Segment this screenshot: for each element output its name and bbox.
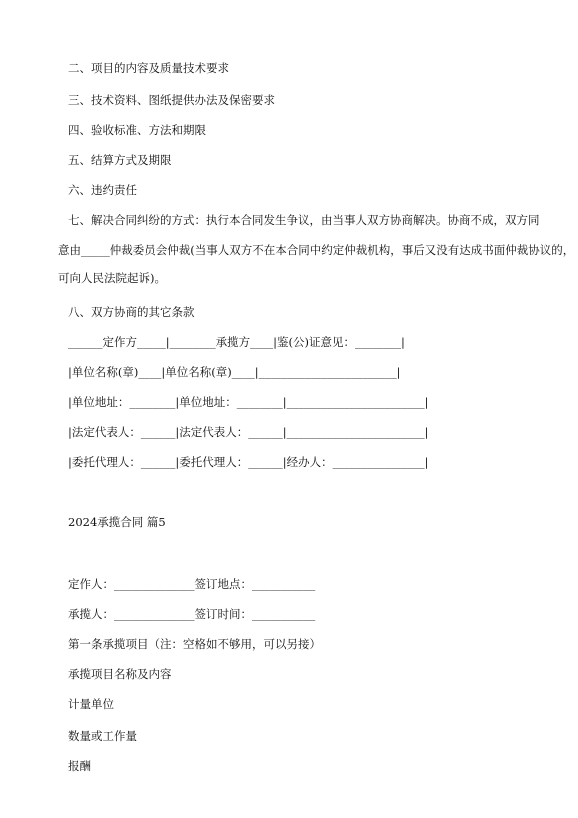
section-8-heading: 八、双方协商的其它条款 — [68, 305, 195, 319]
section-4-heading: 四、验收标准、方法和期限 — [68, 123, 206, 137]
signature-table-header: ______定作方_____|________承揽方____|鉴(公)证意见：________| — [68, 335, 405, 349]
signature-table-row-name: |单位名称(章)____|单位名称(章)____|________________________| — [68, 365, 401, 379]
signature-table-row-agent: |委托代理人：______|委托代理人：______|经办人：________________| — [68, 455, 429, 469]
section-3-heading: 三、技术资料、图纸提供办法及保密要求 — [68, 93, 275, 107]
section-7-paragraph-line-2: 意由_____仲裁委员会仲裁(当事人双方不在本合同中约定仲裁机构，事后又没有达成书面仲裁协议的， — [58, 243, 575, 257]
section-7-paragraph-line-3: 可向人民法院起诉)。 — [58, 271, 166, 285]
signature-table-row-address: |单位地址：________|单位地址：________|________________________| — [68, 395, 429, 409]
item-name-label: 承揽项目名称及内容 — [68, 667, 172, 681]
quantity-label: 数量或工作量 — [68, 729, 137, 743]
section-2-heading: 二、项目的内容及质量技术要求 — [68, 61, 229, 75]
orderer-line: 定作人：______________签订地点：___________ — [68, 577, 316, 591]
remuneration-label: 报酬 — [68, 759, 91, 773]
contractor-line: 承揽人：______________签订时间：___________ — [68, 607, 316, 621]
section-5-heading: 五、结算方式及期限 — [68, 153, 172, 167]
section-6-heading: 六、违约责任 — [68, 183, 137, 197]
contract-title: 2024承揽合同 篇5 — [68, 515, 166, 529]
signature-table-row-representative: |法定代表人：______|法定代表人：______|________________________| — [68, 425, 429, 439]
article-1-heading: 第一条承揽项目（注：空格如不够用，可以另接） — [68, 637, 321, 651]
section-7-paragraph-line-1: 七、解决合同纠纷的方式：执行本合同发生争议，由当事人双方协商解决。协商不成，双方同 — [68, 213, 540, 227]
unit-label: 计量单位 — [68, 697, 114, 711]
